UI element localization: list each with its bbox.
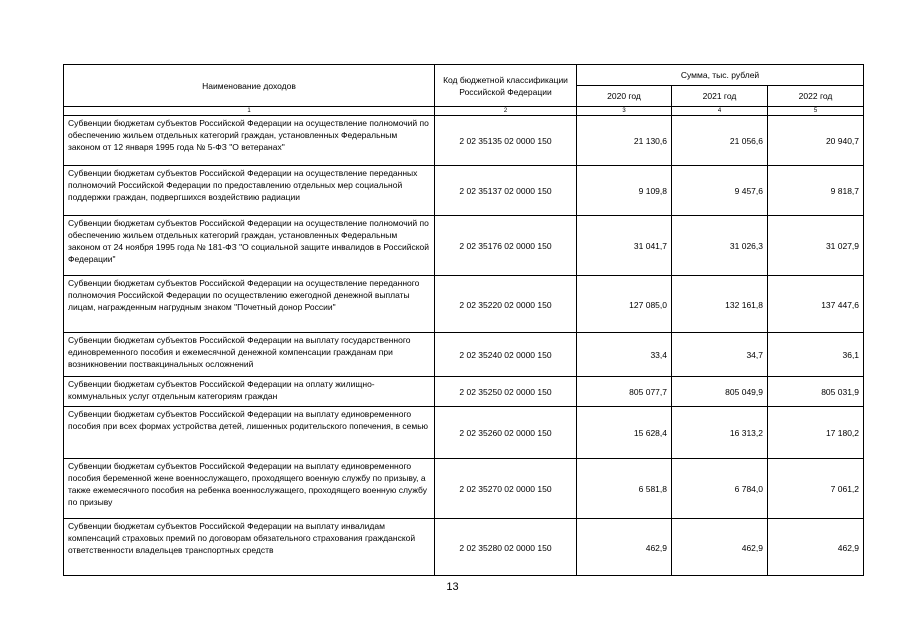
column-number: 1 bbox=[64, 107, 435, 116]
amount-2022-cell: 805 031,9 bbox=[768, 377, 864, 407]
revenue-name-cell: Субвенции бюджетам субъектов Российской Федерации на осуществление переданных полномочий Российской Федерации по предоставлению отдельных мер социальной поддержки граждан, подвергшихся воздействию радиации bbox=[64, 166, 435, 216]
budget-code-cell: 2 02 35240 02 0000 150 bbox=[435, 333, 577, 377]
table-row bbox=[64, 459, 864, 519]
revenue-name-cell: Субвенции бюджетам субъектов Российской Федерации на осуществление полномочий по обеспечению жильем отдельных категорий граждан, установленных Федеральным законом от 12 января 1995 года № 5-ФЗ "О ветеранах" bbox=[64, 116, 435, 166]
table-row bbox=[64, 116, 864, 166]
header-year-2022: 2022 год bbox=[768, 86, 864, 107]
amount-2022-cell: 17 180,2 bbox=[768, 407, 864, 459]
table-row bbox=[64, 333, 864, 377]
amount-2020-cell: 21 130,6 bbox=[577, 116, 672, 166]
amount-2022-cell: 36,1 bbox=[768, 333, 864, 377]
column-number: 4 bbox=[672, 107, 768, 116]
amount-2021-cell: 462,9 bbox=[672, 519, 768, 576]
budget-code-cell: 2 02 35250 02 0000 150 bbox=[435, 377, 577, 407]
amount-2021-cell: 132 161,8 bbox=[672, 276, 768, 333]
budget-code-cell: 2 02 35220 02 0000 150 bbox=[435, 276, 577, 333]
amount-2021-cell: 6 784,0 bbox=[672, 459, 768, 519]
revenue-name-cell: Субвенции бюджетам субъектов Российской Федерации на выплату государственного единовременного пособия и ежемесячной денежной компенсации гражданам при возникновении поствакцинальных осложнений bbox=[64, 333, 435, 377]
amount-2020-cell: 6 581,8 bbox=[577, 459, 672, 519]
budget-code-cell: 2 02 35260 02 0000 150 bbox=[435, 407, 577, 459]
amount-2020-cell: 462,9 bbox=[577, 519, 672, 576]
revenue-name-cell: Субвенции бюджетам субъектов Российской Федерации на выплату единовременного пособия беременной жене военнослужащего, проходящего военную службу по призыву, а также ежемесячного пособия на ребенка военнослужащего, проходящего военную службу по призыву bbox=[64, 459, 435, 519]
amount-2021-cell: 805 049,9 bbox=[672, 377, 768, 407]
header-year-2021: 2021 год bbox=[672, 86, 768, 107]
revenue-name-cell: Субвенции бюджетам субъектов Российской Федерации на выплату единовременного пособия при всех формах устройства детей, лишенных родительского попечения, в семью bbox=[64, 407, 435, 459]
amount-2021-cell: 16 313,2 bbox=[672, 407, 768, 459]
amount-2022-cell: 9 818,7 bbox=[768, 166, 864, 216]
amount-2020-cell: 9 109,8 bbox=[577, 166, 672, 216]
amount-2022-cell: 20 940,7 bbox=[768, 116, 864, 166]
amount-2020-cell: 31 041,7 bbox=[577, 216, 672, 276]
revenue-name-cell: Субвенции бюджетам субъектов Российской Федерации на осуществление полномочий по обеспечению жильем отдельных категорий граждан, установленных Федеральным законом от 24 ноября 1995 года № 181-ФЗ "О социальной защите инвалидов в Российской Федерации" bbox=[64, 216, 435, 276]
amount-2021-cell: 9 457,6 bbox=[672, 166, 768, 216]
header-name: Наименование доходов bbox=[64, 65, 435, 107]
amount-2020-cell: 805 077,7 bbox=[577, 377, 672, 407]
header-sum: Сумма, тыс. рублей bbox=[577, 65, 864, 86]
table-row bbox=[64, 519, 864, 576]
column-number: 3 bbox=[577, 107, 672, 116]
budget-code-cell: 2 02 35137 02 0000 150 bbox=[435, 166, 577, 216]
table-row bbox=[64, 407, 864, 459]
column-number-row bbox=[64, 107, 864, 116]
budget-code-cell: 2 02 35176 02 0000 150 bbox=[435, 216, 577, 276]
revenue-name-cell: Субвенции бюджетам субъектов Российской Федерации на выплату инвалидам компенсаций страховых премий по договорам обязательного страхования гражданской ответственности владельцев транспортных средств bbox=[64, 519, 435, 576]
revenue-name-cell: Субвенции бюджетам субъектов Российской Федерации на оплату жилищно-коммунальных услуг отдельным категориям граждан bbox=[64, 377, 435, 407]
amount-2022-cell: 31 027,9 bbox=[768, 216, 864, 276]
amount-2020-cell: 33,4 bbox=[577, 333, 672, 377]
budget-code-cell: 2 02 35270 02 0000 150 bbox=[435, 459, 577, 519]
budget-code-cell: 2 02 35135 02 0000 150 bbox=[435, 116, 577, 166]
table-row bbox=[64, 377, 864, 407]
header-year-2020: 2020 год bbox=[577, 86, 672, 107]
budget-code-cell: 2 02 35280 02 0000 150 bbox=[435, 519, 577, 576]
column-number: 5 bbox=[768, 107, 864, 116]
revenue-table bbox=[63, 64, 864, 576]
table-row bbox=[64, 216, 864, 276]
amount-2021-cell: 34,7 bbox=[672, 333, 768, 377]
amount-2022-cell: 7 061,2 bbox=[768, 459, 864, 519]
amount-2020-cell: 15 628,4 bbox=[577, 407, 672, 459]
table-row bbox=[64, 166, 864, 216]
column-number: 2 bbox=[435, 107, 577, 116]
header-code: Код бюджетной классификации Российской Федерации bbox=[435, 65, 577, 107]
amount-2021-cell: 21 056,6 bbox=[672, 116, 768, 166]
table-row bbox=[64, 276, 864, 333]
amount-2020-cell: 127 085,0 bbox=[577, 276, 672, 333]
page-number: 13 bbox=[446, 581, 459, 593]
amount-2021-cell: 31 026,3 bbox=[672, 216, 768, 276]
revenue-name-cell: Субвенции бюджетам субъектов Российской Федерации на осуществление переданного полномочия Российской Федерации по осуществлению ежегодной денежной выплаты лицам, награжденным нагрудным знаком "Почетный донор России" bbox=[64, 276, 435, 333]
amount-2022-cell: 462,9 bbox=[768, 519, 864, 576]
amount-2022-cell: 137 447,6 bbox=[768, 276, 864, 333]
